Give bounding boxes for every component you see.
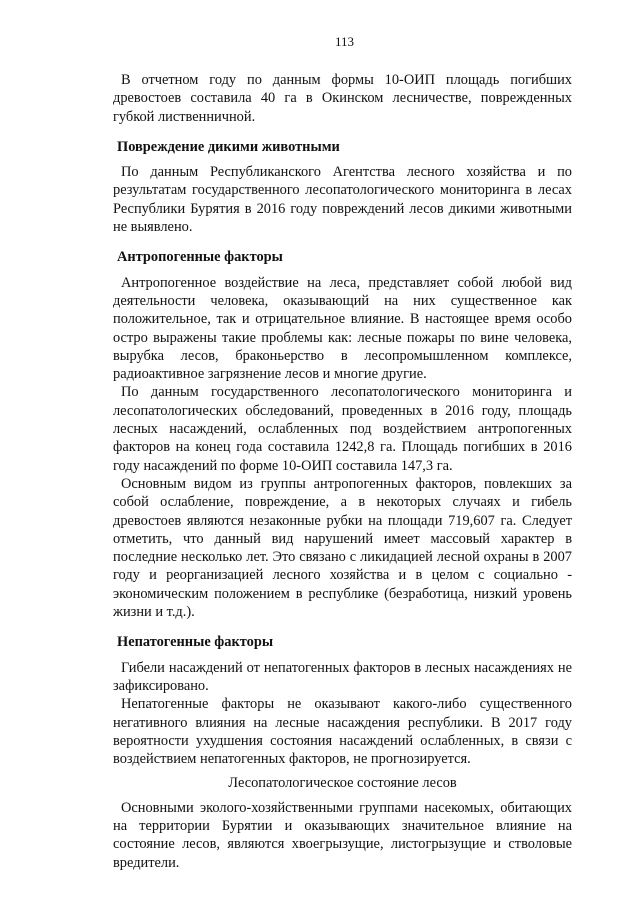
- intro-paragraph: В отчетном году по данным формы 10-ОИП площадь погибших древостоев составила 40 га в Окинском лесничестве, поврежденных губкой лиственничной.: [113, 72, 572, 125]
- heading-nonpathogenic-factors: Непатогенные факторы: [117, 634, 274, 651]
- anthropogenic-paragraph-2: По данным государственного лесопатологического мониторинга и лесопатологических обследований, проведенных в 2016 году, площадь лесных насаждений, ослабленных под воздействием антропогенных факторов на конец года составила 1242,8 га. Площадь погибших в 2016 году насаждений по форме 10-ОИП составила 147,3 га.: [113, 384, 572, 474]
- heading-anthropogenic-factors: Антропогенные факторы: [117, 249, 283, 266]
- nonpathogenic-paragraph-2: Непатогенные факторы не оказывают какого-либо существенного негативного влияния на лесные насаждения республики. В 2017 году вероятности ухудшения состояния насаждений ослабленных, в связи с воздействием непатогенных факторов, не прогнозируется.: [113, 696, 572, 768]
- heading-forest-pathology-state: Лесопатологическое состояние лесов: [228, 775, 457, 792]
- anthropogenic-paragraph-1: Антропогенное воздействие на леса, представляет собой любой вид деятельности человека, оказывающий на них существенное как положительное, так и отрицательное влияние. В настоящее время особо остро выражены такие проблемы как: лесные пожары по вине человека, вырубка лесов, браконьерство в лесопромышленном комплексе, радиоактивное загрязнение лесов и многие другие.: [113, 274, 572, 383]
- forest-pathology-paragraph: Основными эколого-хозяйственными группами насекомых, обитающих на территории Бурятии и оказывающих значительное влияние на состояние лесов, являются хвоегрызущие, листогрызущие и стволовые вредители.: [113, 799, 572, 871]
- nonpathogenic-paragraph-1: Гибели насаждений от непатогенных факторов в лесных насаждениях не зафиксировано.: [113, 659, 572, 694]
- anthropogenic-paragraph-3: Основным видом из группы антропогенных факторов, повлекших за собой ослабление, повреждение, а в некоторых случаях и гибель древостоев являются незаконные рубки на площади 719,607 га. Следует отметить, что данный вид нарушений имеет массовый характер в последние несколько лет. Это связано с ликидацией лесной охраны в 2007 году и реорганизацией лесного хозяйства и в целом с социально - экономическим положением в республике (безработица, низкий уровень жизни и т.д.).: [113, 475, 572, 621]
- page-number: 113: [334, 34, 355, 49]
- heading-animal-damage: Повреждение дикими животными: [117, 138, 340, 155]
- document-page: [113, 34, 572, 872]
- animal-damage-paragraph: По данным Республиканского Агентства лесного хозяйства и по результатам государственного лесопатологического мониторинга в лесах Республики Бурятия в 2016 году повреждений лесов дикими животными не выявлено.: [113, 164, 572, 236]
